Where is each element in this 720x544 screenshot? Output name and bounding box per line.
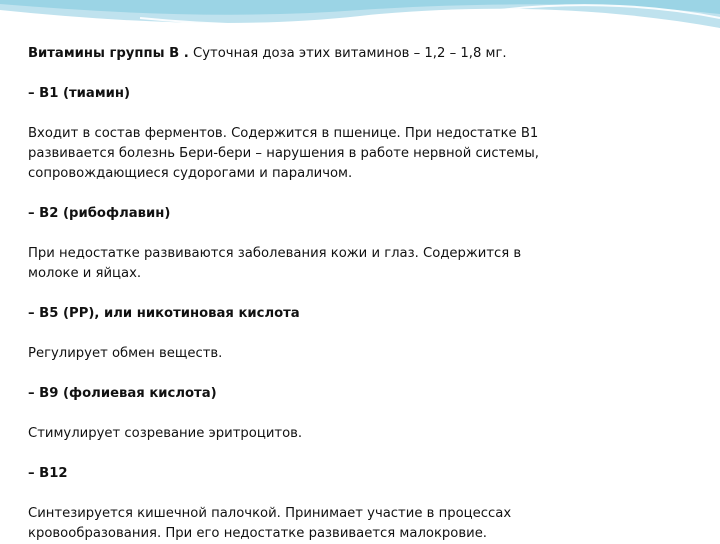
decorative-top-wave xyxy=(0,0,720,40)
slide-content xyxy=(28,44,692,544)
section-title-b12: – B12 xyxy=(28,466,68,481)
section-title-b2: – B2 (рибофлавин) xyxy=(28,206,171,221)
intro-line xyxy=(28,44,692,64)
section-body-b1: Входит в состав ферментов. Содержится в пшенице. При недостатке В1 развивается болезнь Бери-бери – нарушения в работе нервной системы, сопровождающиеся судорогами и параличом. xyxy=(28,126,539,181)
intro-heading: Витамины группы B . xyxy=(28,46,189,61)
section-body-b9: Стимулирует созревание эритроцитов. xyxy=(28,426,303,441)
section-title-b9: – B9 (фолиевая кислота) xyxy=(28,386,217,401)
section-title-b5: – B5 (PP), или никотиновая кислота xyxy=(28,306,300,321)
section-body-b12: Синтезируется кишечной палочкой. Принимает участие в процессах кровообразования. При его недостатке развивается малокровие. xyxy=(28,506,512,541)
intro-text: Суточная доза этих витаминов – 1,2 – 1,8 мг. xyxy=(193,46,507,61)
section-body-b2: При недостатке развиваются заболевания кожи и глаз. Содержится в молоке и яйцах. xyxy=(28,246,522,281)
section-body-b5: Регулирует обмен веществ. xyxy=(28,346,223,361)
section-title-b1: – B1 (тиамин) xyxy=(28,86,130,101)
